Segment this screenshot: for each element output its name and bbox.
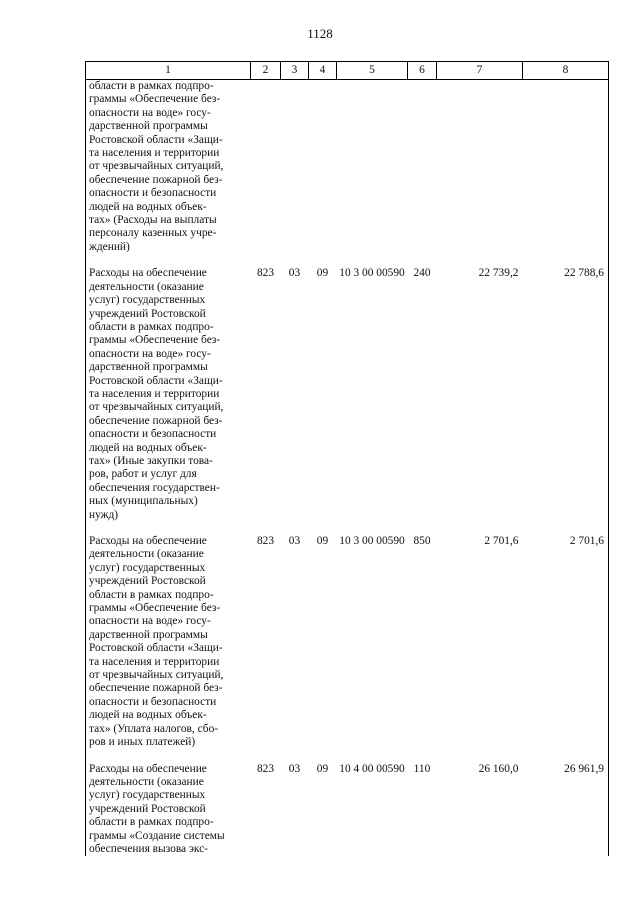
row-ministry: 823 — [256, 535, 275, 547]
header-col-6: 6 — [408, 62, 437, 80]
header-col-3: 3 — [281, 62, 309, 80]
row-target: 10 4 00 00590 — [339, 762, 405, 775]
header-col-1: 1 — [86, 62, 251, 80]
row-expense-type: 240 — [413, 267, 431, 280]
budget-table — [85, 61, 609, 856]
row-amount-2019 — [437, 80, 523, 255]
header-col-7: 7 — [437, 62, 523, 80]
header-row — [86, 62, 609, 80]
row-target — [337, 80, 408, 255]
row-subsection — [309, 80, 337, 255]
row-ministry — [251, 80, 281, 255]
row-description: Расходы на обеспечение деятельности (оказание услуг) государственных учреждений Ростовской области в рамках подпро- граммы «Обеспечение без- опасности на воде» госу- дарственной программы Ростовской области «Защи- та населения и территории от чрезвычайных ситуаций, обеспечение пожарной без- опасности и безопасности людей на водных объек- тах» (Иные закупки това- ров, работ и услуг для обеспечения государствен- ных (муниципальных) нужд) — [86, 254, 251, 522]
row-section: 03 — [288, 535, 301, 547]
row-subsection: 09 — [316, 762, 329, 775]
row-ministry: 823 — [256, 267, 275, 280]
row-description: Расходы на обеспечение деятельности (оказание услуг) государственных учреждений Ростовской области в рамках подпро- граммы «Обеспечение без- опасности на воде» госу- дарственной программы Ростовской области «Защи- та населения и территории от чрезвычайных ситуаций, обеспечение пожарной без- опасности и безопасности людей на водных объек- тах» (Уплата налогов, сбо- ров и иных платежей) — [86, 522, 251, 750]
table-row — [86, 522, 609, 750]
row-expense-type: 850 — [413, 535, 431, 547]
row-amount-2020: 2 701,6 — [523, 522, 609, 750]
row-expense-type: 110 — [413, 762, 431, 775]
row-amount-2019: 26 160,0 — [478, 762, 519, 775]
header-col-4: 4 — [309, 62, 337, 80]
row-description: области в рамках подпро- граммы «Обеспечение без- опасности на воде» госу- дарственной программы Ростовской области «Защи- та населения и территории от чрезвычайных ситуаций, обеспечение пожарной без- опасности и безопасности людей на водных объек- тах» (Расходы на выплаты персоналу казенных учре- ждений) — [86, 80, 251, 255]
row-ministry: 823 — [256, 762, 275, 775]
row-amount-2019: 22 739,2 — [478, 267, 519, 280]
page-number: 1128 — [307, 26, 333, 41]
row-amount-2019: 2 701,6 — [484, 535, 519, 547]
row-amount-2020 — [523, 80, 609, 255]
row-target: 10 3 00 00590 — [339, 535, 405, 547]
header-col-2: 2 — [251, 62, 281, 80]
row-subsection: 09 — [316, 535, 329, 547]
row-section: 03 — [288, 762, 301, 775]
header-col-8: 8 — [523, 62, 609, 80]
row-target: 10 3 00 00590 — [339, 267, 405, 280]
row-description: Расходы на обеспечение деятельности (оказание услуг) государственных учреждений Ростовской области в рамках подпро- граммы «Создание системы обеспечения вызова экс- — [86, 750, 251, 857]
row-amount-2020: 22 788,6 — [523, 254, 609, 522]
table-row — [86, 750, 609, 857]
table-row — [86, 80, 609, 255]
row-subsection: 09 — [316, 267, 329, 280]
table-row — [86, 254, 609, 522]
row-section: 03 — [288, 267, 301, 280]
row-amount-2020: 26 961,9 — [523, 750, 609, 857]
row-expense-type — [408, 80, 437, 255]
row-section — [281, 80, 309, 255]
header-col-5: 5 — [337, 62, 408, 80]
